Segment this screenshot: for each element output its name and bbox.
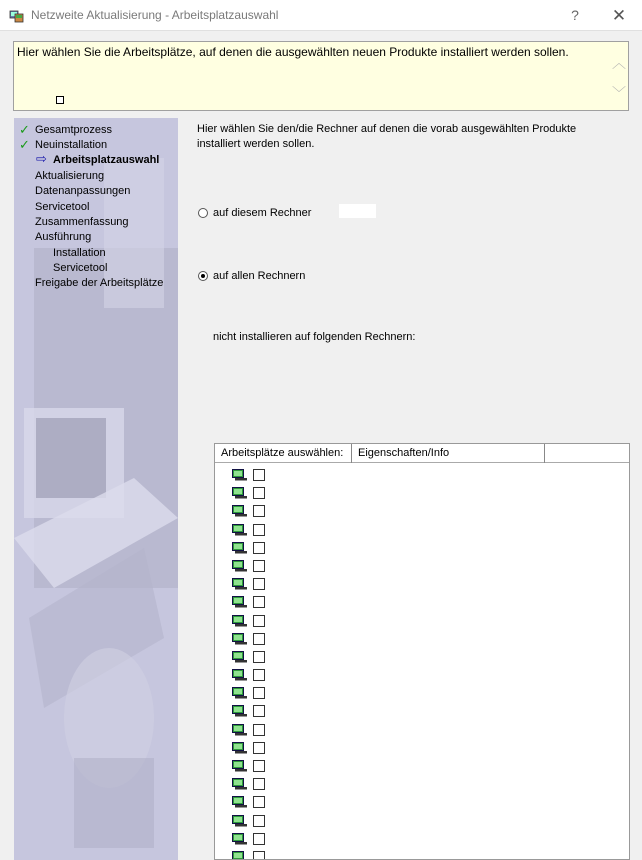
workstation-icon bbox=[232, 815, 248, 827]
workstation-checkbox[interactable] bbox=[253, 669, 265, 681]
help-button[interactable]: ? bbox=[571, 7, 579, 23]
redacted-computer-name bbox=[339, 204, 376, 218]
radio-this-computer[interactable] bbox=[198, 208, 208, 218]
wizard-step: Neuinstallation bbox=[35, 139, 108, 151]
workstation-icon bbox=[232, 669, 248, 681]
workstation-row[interactable] bbox=[215, 466, 630, 484]
workstation-icon bbox=[232, 833, 248, 845]
workstation-checkbox[interactable] bbox=[253, 560, 265, 572]
column-header-workstations[interactable]: Arbeitsplätze auswählen: bbox=[215, 444, 352, 463]
workstation-checkbox[interactable] bbox=[253, 705, 265, 717]
workstation-checkbox[interactable] bbox=[253, 742, 265, 754]
computer-illustration-icon bbox=[14, 118, 178, 860]
wizard-step: Freigabe der Arbeitsplätze bbox=[35, 277, 164, 289]
workstation-icon bbox=[232, 578, 248, 590]
wizard-step: Gesamtprozess bbox=[35, 124, 113, 136]
workstation-row[interactable] bbox=[215, 848, 630, 860]
workstation-checkbox[interactable] bbox=[253, 596, 265, 608]
workstation-checkbox[interactable] bbox=[253, 469, 265, 481]
workstation-icon bbox=[232, 469, 248, 481]
workstation-checkbox[interactable] bbox=[253, 778, 265, 790]
workstation-row[interactable] bbox=[215, 521, 630, 539]
wizard-step: Arbeitsplatzauswahl bbox=[53, 154, 160, 166]
workstation-icon bbox=[232, 724, 248, 736]
option-this-computer-label: auf diesem Rechner bbox=[213, 207, 312, 219]
workstation-checkbox[interactable] bbox=[253, 760, 265, 772]
list-header bbox=[215, 444, 630, 463]
focus-marker-icon bbox=[56, 96, 64, 104]
workstation-checkbox[interactable] bbox=[253, 542, 265, 554]
workstation-checkbox[interactable] bbox=[253, 724, 265, 736]
wizard-step: Installation bbox=[53, 247, 106, 259]
workstation-row[interactable] bbox=[215, 539, 630, 557]
workstation-row[interactable] bbox=[215, 484, 630, 502]
workstation-icon bbox=[232, 542, 248, 554]
workstation-icon bbox=[232, 760, 248, 772]
workstation-checkbox[interactable] bbox=[253, 615, 265, 627]
wizard-step: Servicetool bbox=[35, 201, 90, 213]
wizard-step: Aktualisierung bbox=[35, 170, 105, 182]
wizard-sidebar bbox=[14, 118, 178, 860]
workstation-icon bbox=[232, 633, 248, 645]
workstation-icon bbox=[232, 615, 248, 627]
workstation-icon bbox=[232, 851, 248, 860]
workstation-checkbox[interactable] bbox=[253, 796, 265, 808]
workstation-icon bbox=[232, 742, 248, 754]
workstation-row[interactable] bbox=[215, 630, 630, 648]
workstation-checkbox[interactable] bbox=[253, 833, 265, 845]
close-button[interactable]: ✕ bbox=[611, 6, 627, 25]
workstation-checkbox[interactable] bbox=[253, 578, 265, 590]
workstation-row[interactable] bbox=[215, 575, 630, 593]
workstation-checkbox[interactable] bbox=[253, 505, 265, 517]
workstation-row[interactable] bbox=[215, 593, 630, 611]
workstation-list[interactable] bbox=[214, 443, 630, 860]
wizard-step: Servicetool bbox=[53, 262, 108, 274]
wizard-step: Ausführung bbox=[35, 231, 92, 243]
window-title: Netzweite Aktualisierung - Arbeitsplatzauswahl bbox=[31, 8, 279, 22]
checkmark-icon: ✓ bbox=[19, 122, 30, 137]
workstation-icon bbox=[232, 487, 248, 499]
workstation-icon bbox=[232, 651, 248, 663]
workstation-row[interactable] bbox=[215, 666, 630, 684]
title-bar bbox=[0, 0, 642, 31]
page-description: Hier wählen Sie den/die Rechner auf denen die vorab ausgewählten Produkte installiert werden sollen. bbox=[197, 123, 577, 150]
workstation-row[interactable] bbox=[215, 684, 630, 702]
workstation-row[interactable] bbox=[215, 775, 630, 793]
workstation-checkbox[interactable] bbox=[253, 687, 265, 699]
wizard-step: Zusammenfassung bbox=[35, 216, 129, 228]
workstation-row[interactable] bbox=[215, 830, 630, 848]
workstation-icon bbox=[232, 524, 248, 536]
workstation-icon bbox=[232, 778, 248, 790]
checkmark-icon: ✓ bbox=[19, 137, 30, 152]
workstation-icon bbox=[232, 796, 248, 808]
workstation-checkbox[interactable] bbox=[253, 851, 265, 860]
workstation-row[interactable] bbox=[215, 502, 630, 520]
workstation-icon bbox=[232, 505, 248, 517]
workstation-row[interactable] bbox=[215, 721, 630, 739]
workstation-checkbox[interactable] bbox=[253, 524, 265, 536]
workstation-row[interactable] bbox=[215, 739, 630, 757]
workstation-checkbox[interactable] bbox=[253, 815, 265, 827]
workstation-row[interactable] bbox=[215, 702, 630, 720]
workstation-row[interactable] bbox=[215, 793, 630, 811]
workstation-row[interactable] bbox=[215, 812, 630, 830]
workstation-icon bbox=[232, 560, 248, 572]
wizard-step: Datenanpassungen bbox=[35, 185, 131, 197]
column-header-properties[interactable]: Eigenschaften/Info bbox=[352, 444, 545, 463]
scroll-down-icon[interactable]: ﹀ bbox=[612, 85, 626, 101]
workstation-rows bbox=[215, 466, 630, 860]
workstation-icon bbox=[232, 705, 248, 717]
workstation-row[interactable] bbox=[215, 612, 630, 630]
workstation-row[interactable] bbox=[215, 648, 630, 666]
workstation-checkbox[interactable] bbox=[253, 651, 265, 663]
workstation-checkbox[interactable] bbox=[253, 633, 265, 645]
workstation-row[interactable] bbox=[215, 757, 630, 775]
workstation-icon bbox=[232, 687, 248, 699]
scroll-up-icon[interactable]: ︿ bbox=[612, 55, 626, 71]
info-box bbox=[13, 41, 629, 111]
app-icon bbox=[9, 8, 24, 23]
radio-all-computers[interactable] bbox=[198, 271, 208, 281]
workstation-row[interactable] bbox=[215, 557, 630, 575]
current-step-arrow-icon: ⇨ bbox=[36, 151, 47, 166]
workstation-icon bbox=[232, 596, 248, 608]
info-text: Hier wählen Sie die Arbeitsplätze, auf denen die ausgewählten neuen Produkte installiert werden sollen. bbox=[17, 45, 569, 59]
option-all-computers-label: auf allen Rechnern bbox=[213, 270, 306, 282]
exclude-label: nicht installieren auf folgenden Rechnern: bbox=[213, 331, 416, 343]
workstation-checkbox[interactable] bbox=[253, 487, 265, 499]
